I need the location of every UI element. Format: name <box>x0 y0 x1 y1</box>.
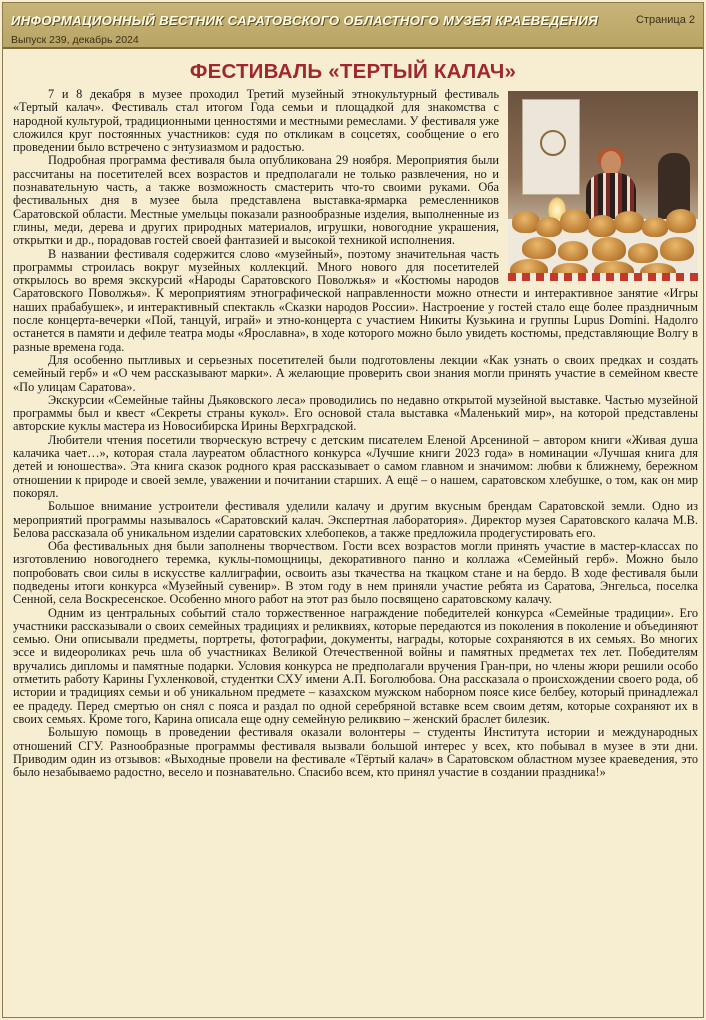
article-title: ФЕСТИВАЛЬ «ТЕРТЫЙ КАЛАЧ» <box>189 60 517 83</box>
newsletter-header <box>3 3 703 49</box>
paragraph: Любители чтения посетили творческую встречу с детским писателем Еленой Арсениной – автором книги «Живая душа калачика чает…», которая стала лауреатом областного конкурса «Лучшие книги 2023 года» в номинации «Лучшая книга для детей и юношества». Эта книга сказок родного края рассказывает о самом главном и значимом: любви к ближнему, бережном отношении к природе и своей земле, уважении и почитании старших. А ещё – о нашем, саратовском хлебушке, о том, как он мир покорял. <box>13 432 698 500</box>
paragraph: Экскурсии «Семейные тайны Дьяковского леса» проводились по недавно открытой музейной выставке. Частью музейной программы был и квест «Секреты страны кукол». Его основой стала выставка «Маленький мир», на которой представлены авторские куклы мастера из Новосибирска Ирины Верхградской. <box>13 392 698 434</box>
paragraph: Оба фестивальных дня были заполнены творчеством. Гости всех возрастов могли принять участие в мастер-классах по изготовлению новогоднего теремка, куклы-помощницы, декоративного панно и коллажа «Семейный герб». Можно было попробовать свои силы в искусстве каллиграфии, освоить азы ткачества на ткацком стане и на бердо. В ходе фестиваля были подведены итоги конкурса «Музейный сувенир». В этом году в нем приняли участие ребята из Саратова, Энгельса, поселка Сенной, села Воскресенское. Особенно много работ на этот раз было посвящено саратовскому калачу. <box>13 539 698 607</box>
page-number: Страница 2 <box>635 14 695 26</box>
paragraph: Большое внимание устроители фестиваля уделили калачу и другим вкусным брендам Саратовской земли. Одно из мероприятий программы называлось «Саратовский калач. Экспертная лаборатория». Директор музея Саратовского калача М.В. Белова рассказала об уникальном изделии саратовских хлебопеков, а также предложила продегустировать его. <box>13 499 698 540</box>
article-body <box>13 88 698 779</box>
paragraph: Для особенно пытливых и серьезных посетителей были подготовлены лекции «Как узнать о своих предках и создать семейный герб» и «О чем рассказывают марки». А желающие проверить свои знания могли принять участие в семейном квесте «По улицам Саратова». <box>13 352 698 394</box>
paragraph: 7 и 8 декабря в музее проходил Третий музейный этнокультурный фестиваль «Тертый калач». Фестиваль стал итогом Года семьи и площадкой для знакомства с народной культурой, традиционными ценностями и местными ремеслами. У фестиваля уже сложился круг постоянных участников: судя по откликам в соцсетях, сообщение о его проведении было встречено с энтузиазмом и радостью. <box>13 87 499 155</box>
banner-image <box>522 99 580 195</box>
festival-photo <box>508 91 698 281</box>
embroidered-towel-image <box>508 273 698 281</box>
masthead-title: ИНФОРМАЦИОННЫЙ ВЕСТНИК САРАТОВСКОГО ОБЛАСТНОГО МУЗЕЯ КРАЕВЕДЕНИЯ <box>11 13 599 28</box>
issue-number: Выпуск 239, декабрь 2024 <box>11 34 139 46</box>
paragraph: Одним из центральных событий стало торжественное награждение победителей конкурса «Семейные традиции». Его участники рассказывали о своих семейных традициях и реликвиях, которые передаются из поколения в поколение и объединяют семью. Они описывали предметы, портреты, фотографии, документы, награды, которые сохраняются в их семьях. Во многих эссе и видеороликах речь шла об участниках Великой Отечественной войны и памятных предметах тех лет. Победителям вручались дипломы и памятные подарки. Условия конкурса не предполагали вручения Гран-при, но члены жюри решили особо отметить работу Карины Гухленковой, студентки СХУ имени А.П. Боголюбова. Она рассказала о происхождении своего рода, об истории и традициях семьи и об уникальном предмете – казахском мужском наборном поясе кисе белбеу, который принадлежал ее прадеду. Перед смертью он снял с пояса и раздал по одной серебряной вставке всем своим детям, которые сохраняют их в своих семьях. Кроме того, Карина описала еще одну семейную реликвию – женский браслет билезик. <box>13 605 698 726</box>
paragraph: Большую помощь в проведении фестиваля оказали волонтеры – студенты Института истории и международных отношений СГУ. Разнообразные программы фестиваля вызвали большой интерес у всех, кто побывал в музее в эти дни. Приводим один из отзывов: «Выходные провели на фестивале «Тёртый калач» в Саратовском областном музее краеведения, это было незабываемо радостно, весело и познавательно. Спасибо всем, кто принял участие в создании праздника!» <box>13 725 698 780</box>
paragraph: Подробная программа фестиваля была опубликована 29 ноября. Мероприятия были рассчитаны на посетителей всех возрастов и предполагали не только развлечения, но и познавательную часть, а также возможность смастерить что-то своими руками. Оба фестивальных дня в музее была представлена выставка-ярмарка ремесленников Саратовской области. Местные умельцы показали разнообразные изделия, выполненные из глины, меди, дерева и других природных материалов, игрушки, новогодние украшения, открытки и др., порадовав гостей своей фантазией и высокой техникой исполнения. <box>13 153 499 248</box>
paragraph: В названии фестиваля содержится слово «музейный», поэтому значительная часть программы строилась вокруг музейных коллекций. Много нового для посетителей открылось во время экскурсий «Народы Саратовского Поволжья» и «Костюмы народов Саратовского Поволжья». К мероприятиям этнографической направленности можно отнести и интерактивное занятие «Игры наших прабабушек», и интерактивный спектакль «Сказки народов России». Настроение у гостей стало еще более праздничным после концерта-вечерки «Пой, танцуй, играй» и этно-концерта с участием Никиты Кузькина и группы Lupus Domini. Надолго останется в памяти и дефиле театра моды «Ярославна», в ходе которого можно было увидеть костюмы, представляющие Волгу в разные времена года. <box>13 246 698 354</box>
